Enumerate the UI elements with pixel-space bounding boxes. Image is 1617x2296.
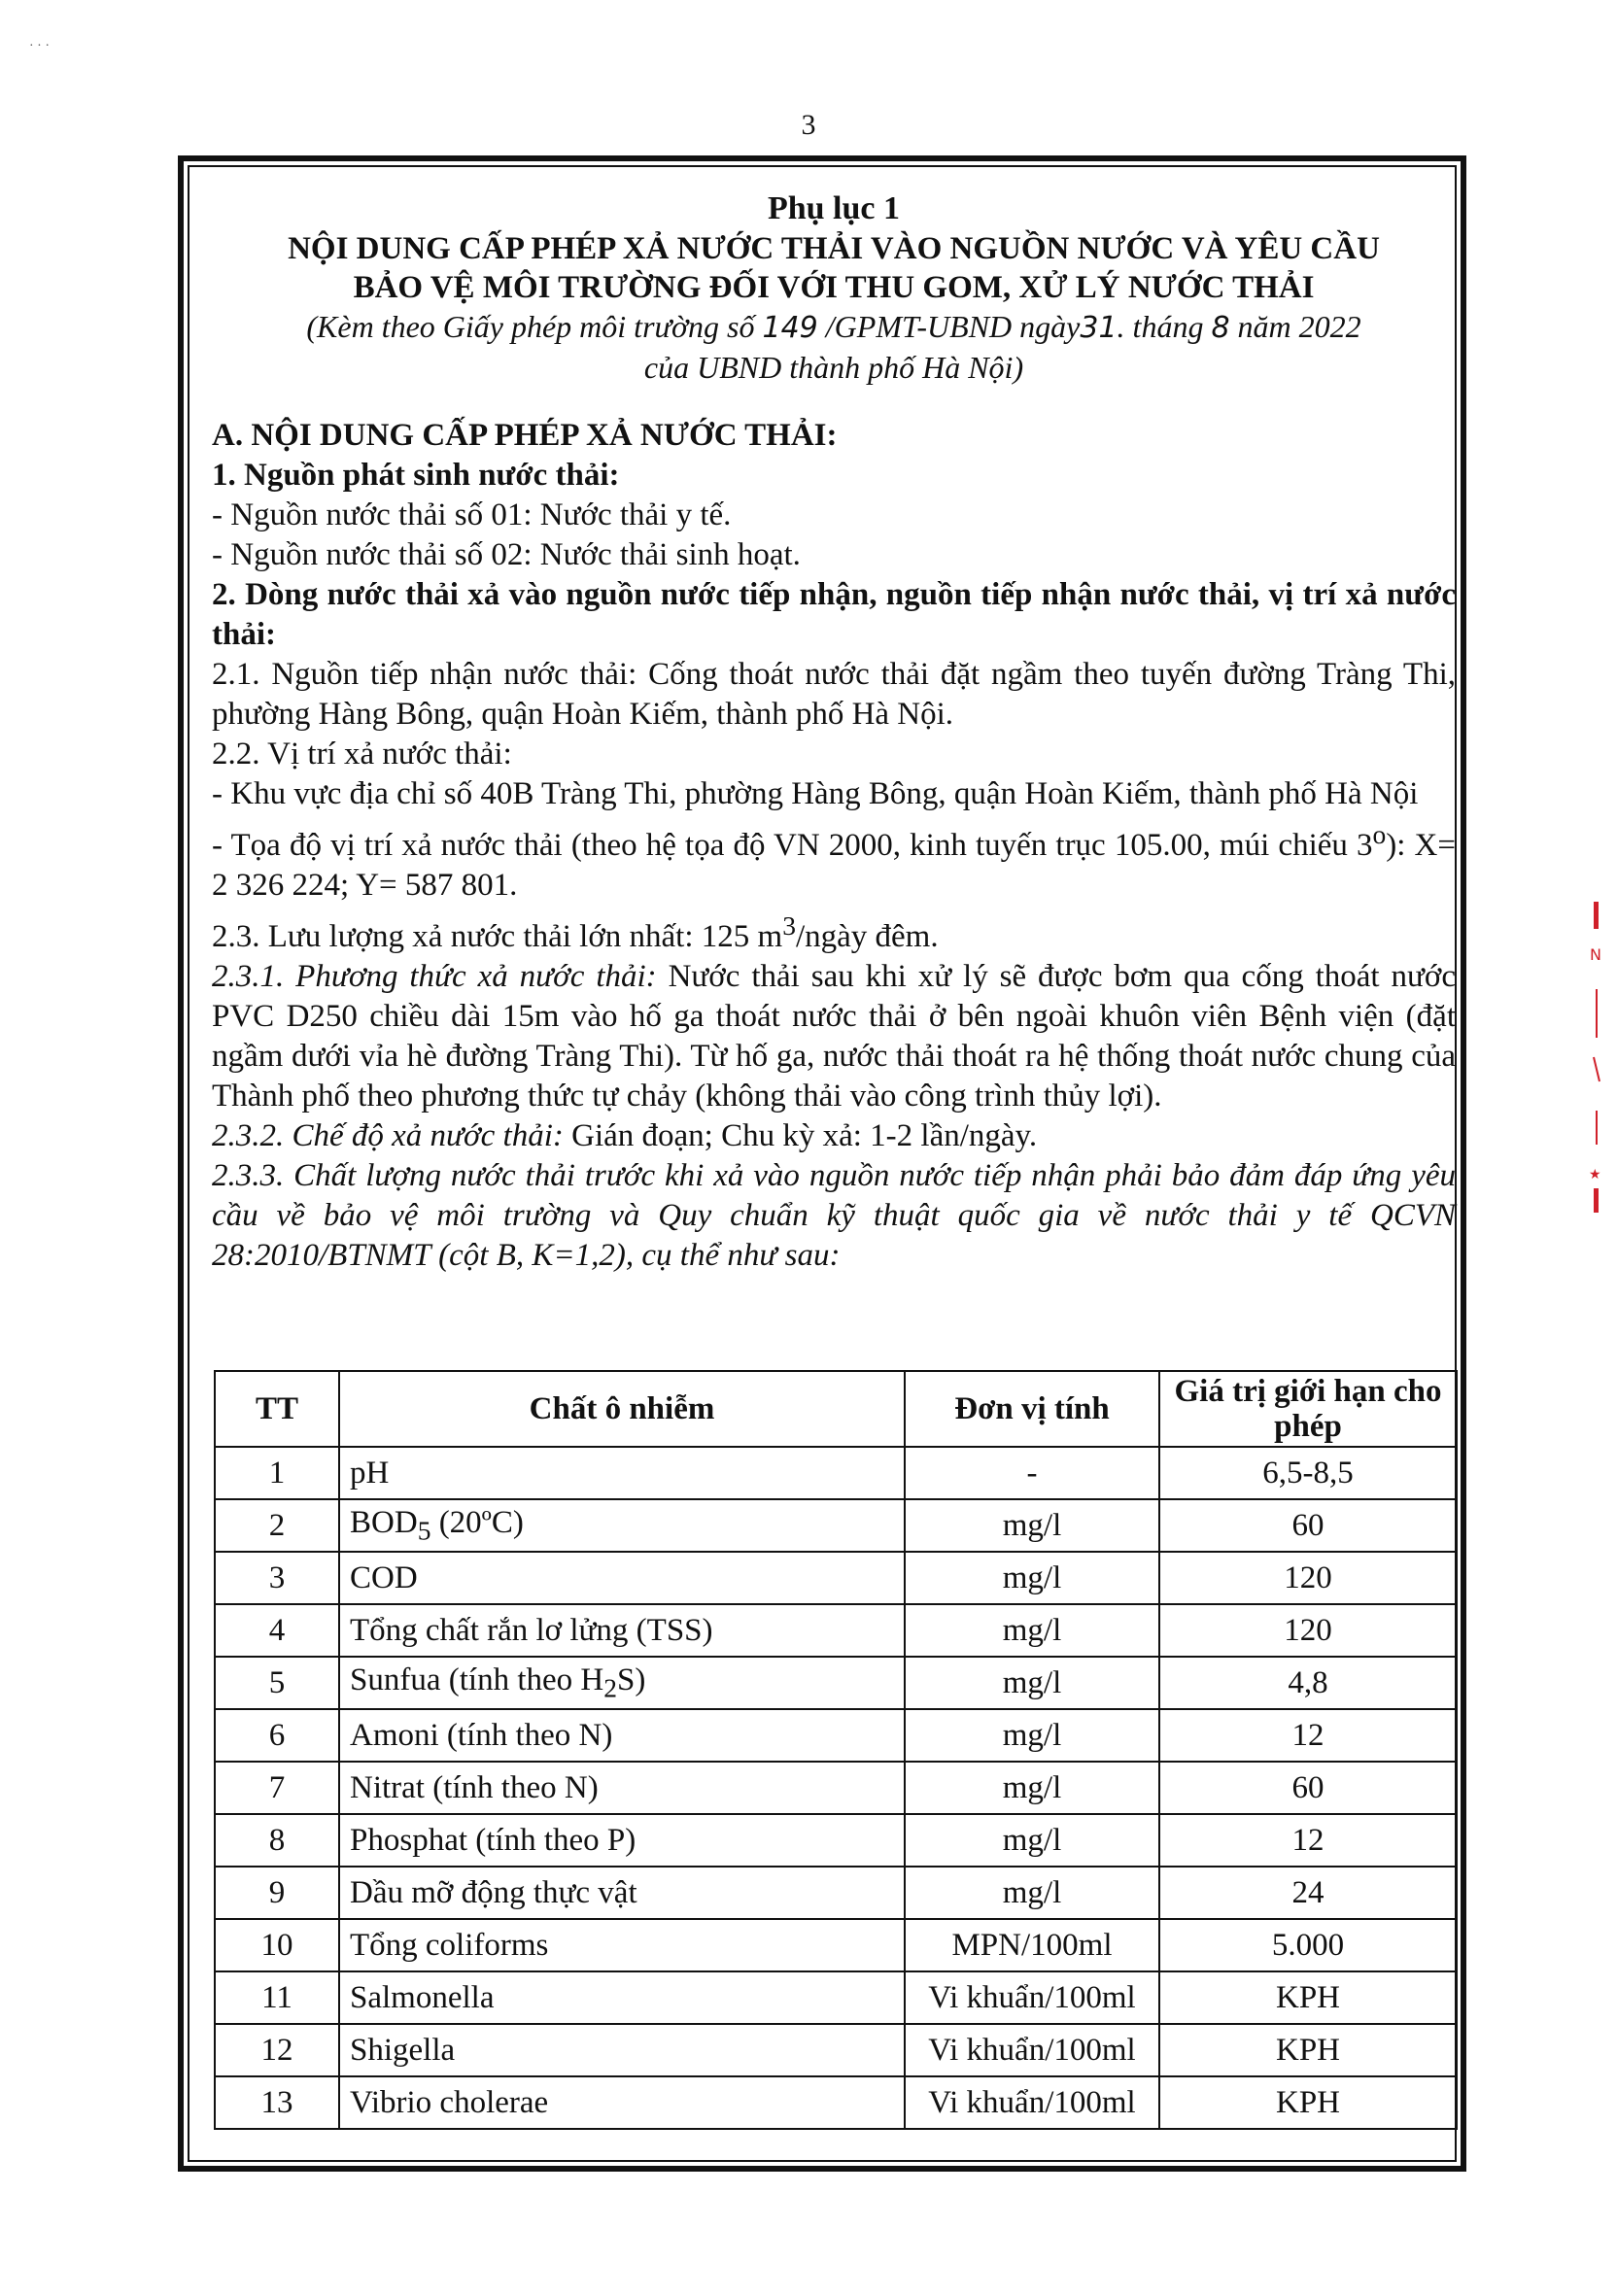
section-2-1: 2.1. Nguồn tiếp nhận nước thải: Cống thoát nước thải đặt ngầm theo tuyến đường Tràng Thi, phường Hàng Bông, quận Hoàn Kiếm, thành phố Hà Nội. [212, 657, 1456, 732]
cell-tt: 2 [215, 1499, 339, 1552]
cell-tt: 3 [215, 1552, 339, 1604]
section-2-2-item-2 [212, 814, 1456, 906]
cell-unit: Vi khuẩn/100ml [905, 2076, 1159, 2129]
cell-pollutant [339, 1867, 905, 1919]
header-unit: Đơn vị tính [905, 1371, 1159, 1447]
appendix-heading-line1: NỘI DUNG CẤP PHÉP XẢ NƯỚC THẢI VÀO NGUỒN NƯỚC VÀ YÊU CẦU [288, 231, 1380, 266]
cell-pollutant [339, 1552, 905, 1604]
cell-pollutant [339, 2076, 905, 2129]
handwritten-permit-month: 8 [1211, 311, 1230, 345]
table-row [215, 2076, 1457, 2129]
subtitle-part4: năm 2022 [1229, 309, 1361, 344]
cell-unit: mg/l [905, 1604, 1159, 1657]
table-body [215, 1447, 1457, 2129]
table-row [215, 1657, 1457, 1709]
section-2-title: 2. Dòng nước thải xả vào nguồn nước tiếp nhận, nguồn tiếp nhận nước thải, vị trí xả nước thải: [212, 577, 1456, 652]
pollutant-subscript: 2 [603, 1672, 617, 1703]
pollutant-name: Shigella [350, 2032, 456, 2068]
red-stamp-edge [1586, 902, 1607, 1213]
table-header-row [215, 1371, 1457, 1447]
cell-unit: mg/l [905, 1657, 1159, 1709]
section-2-3 [212, 906, 1456, 957]
pollutant-name: Nitrat (tính theo N) [350, 1769, 599, 1805]
appendix-subtitle [212, 307, 1456, 348]
section-2-3-1-label: 2.3.1. Phương thức xả nước thải: [212, 959, 657, 994]
cell-limit-value: 4,8 [1159, 1657, 1457, 1709]
cell-unit: mg/l [905, 1709, 1159, 1762]
pollutant-name: Phosphat (tính theo P) [350, 1822, 636, 1858]
table-row [215, 1604, 1457, 1657]
svg-text:★: ★ [1589, 1167, 1601, 1182]
table-row [215, 1447, 1457, 1499]
cell-pollutant [339, 1657, 905, 1709]
cell-tt: 4 [215, 1604, 339, 1657]
pollutant-name: Sunfua (tính theo H [350, 1662, 604, 1697]
cell-tt: 7 [215, 1762, 339, 1814]
pollutant-name: pH [350, 1455, 390, 1491]
pollutant-suffix: S) [616, 1662, 646, 1697]
section-2-3-1-text: Nước thải sau khi xử lý sẽ được bơm qua cống thoát nước PVC D250 chiều dài 15m vào hố ga thoát nước thải ở bên ngoài khuôn viên Bệnh viện (đặt ngầm dưới vỉa hè đường Tràng Thi). Từ hố ga, nước thải thoát ra hệ thống thoát nước chung của Thành phố theo phương thức tự chảy (không thải vào công trình thủy lợi). [212, 959, 1456, 1114]
table-row [215, 1552, 1457, 1604]
degree-sup: o [1372, 819, 1387, 849]
cell-tt: 13 [215, 2076, 339, 2129]
cell-tt: 10 [215, 1919, 339, 1971]
cell-limit-value: KPH [1159, 1971, 1457, 2024]
section-2-2-item-1: - Khu vực địa chỉ số 40B Tràng Thi, phường Hàng Bông, quận Hoàn Kiếm, thành phố Hà Nội [212, 776, 1419, 811]
section-1-item-2: - Nguồn nước thải số 02: Nước thải sinh hoạt. [212, 537, 801, 572]
cell-limit-value: 24 [1159, 1867, 1457, 1919]
flow-text-a: 2.3. Lưu lượng xả nước thải lớn nhất: 125 m [212, 919, 783, 954]
cell-pollutant [339, 1447, 905, 1499]
section-2-3-1 [212, 957, 1456, 1116]
coordinates-text-b: ): X= 2 326 224; Y= 587 801. [212, 828, 1456, 903]
table-row [215, 1762, 1457, 1814]
subtitle-part1: (Kèm theo Giấy phép môi trường số [306, 309, 763, 344]
section-2-3-2-text: Gián đoạn; Chu kỳ xả: 1-2 lần/ngày. [563, 1118, 1038, 1153]
cell-limit-value: 60 [1159, 1499, 1457, 1552]
cell-unit: mg/l [905, 1499, 1159, 1552]
cell-tt: 9 [215, 1867, 339, 1919]
cell-unit: MPN/100ml [905, 1919, 1159, 1971]
appendix-title: Phụ lục 1 [767, 190, 901, 226]
table-row [215, 1867, 1457, 1919]
cell-pollutant [339, 1709, 905, 1762]
cell-tt: 5 [215, 1657, 339, 1709]
section-2-3-3: 2.3.3. Chất lượng nước thải trước khi xả vào nguồn nước tiếp nhận phải bảo đảm đáp ứng yêu cầu về bảo vệ môi trường và Quy chuẩn kỹ thuật quốc gia về nước thải y tế QCVN 28:2010/BTNMT (cột B, K=1,2), cụ thể như sau: [212, 1158, 1456, 1273]
pollutant-name: Tổng coliforms [350, 1927, 549, 1963]
cubic-sup: 3 [782, 910, 796, 941]
section-1-title: 1. Nguồn phát sinh nước thải: [212, 458, 620, 493]
header-pollutant: Chất ô nhiễm [339, 1371, 905, 1447]
cell-unit: Vi khuẩn/100ml [905, 1971, 1159, 2024]
cell-unit: - [905, 1447, 1159, 1499]
section-a-title: A. NỘI DUNG CẤP PHÉP XẢ NƯỚC THẢI: [212, 418, 838, 453]
cell-tt: 8 [215, 1814, 339, 1867]
cell-limit-value: 5.000 [1159, 1919, 1457, 1971]
pollutant-suffix: (20ºC) [430, 1504, 524, 1540]
section-2-3-2-label: 2.3.2. Chế độ xả nước thải: [212, 1118, 564, 1153]
cell-unit: mg/l [905, 1867, 1159, 1919]
pollutant-name: Dầu mỡ động thực vật [350, 1874, 637, 1910]
cell-unit: mg/l [905, 1814, 1159, 1867]
table-row [215, 1919, 1457, 1971]
cell-unit: mg/l [905, 1552, 1159, 1604]
pollutant-name: Amoni (tính theo N) [350, 1717, 613, 1753]
header-limit-value: Giá trị giới hạn cho phép [1159, 1371, 1457, 1447]
cell-pollutant [339, 1762, 905, 1814]
pollutant-name: COD [350, 1559, 418, 1595]
cell-pollutant [339, 1971, 905, 2024]
table-row [215, 1709, 1457, 1762]
cell-tt: 1 [215, 1447, 339, 1499]
svg-text:N: N [1590, 945, 1601, 964]
page-number: 3 [801, 109, 816, 141]
document-body [212, 188, 1456, 1276]
cell-limit-value: 60 [1159, 1762, 1457, 1814]
pollutant-subscript: 5 [417, 1515, 431, 1546]
cell-limit-value: KPH [1159, 2024, 1457, 2076]
subtitle-part3: . tháng [1117, 309, 1212, 344]
section-2-3-2 [212, 1116, 1456, 1156]
cell-pollutant [339, 1919, 905, 1971]
pollutant-name: BOD [350, 1504, 418, 1540]
cell-unit: Vi khuẩn/100ml [905, 2024, 1159, 2076]
appendix-heading-line2: BẢO VỆ MÔI TRƯỜNG ĐỐI VỚI THU GOM, XỬ LÝ NƯỚC THẢI [353, 270, 1315, 305]
cell-tt: 11 [215, 1971, 339, 2024]
handwritten-permit-number: 149 [762, 311, 818, 345]
table-row [215, 2024, 1457, 2076]
cell-unit: mg/l [905, 1762, 1159, 1814]
cell-limit-value: 12 [1159, 1709, 1457, 1762]
cell-tt: 12 [215, 2024, 339, 2076]
scan-artifact: · · · [29, 39, 50, 53]
cell-limit-value: KPH [1159, 2076, 1457, 2129]
table-row [215, 1814, 1457, 1867]
cell-limit-value: 120 [1159, 1604, 1457, 1657]
flow-text-b: /ngày đêm. [795, 919, 939, 954]
cell-pollutant [339, 2024, 905, 2076]
cell-limit-value: 120 [1159, 1552, 1457, 1604]
table-row [215, 1499, 1457, 1552]
pollutant-name: Vibrio cholerae [350, 2084, 549, 2120]
section-2-2-title: 2.2. Vị trí xả nước thải: [212, 737, 512, 771]
pollutant-limits-table [214, 1370, 1458, 2130]
cell-limit-value: 6,5-8,5 [1159, 1447, 1457, 1499]
coordinates-text-a: - Tọa độ vị trí xả nước thải (theo hệ tọa độ VN 2000, kinh tuyến trục 105.00, múi chiếu 3 [212, 828, 1373, 863]
table-row [215, 1971, 1457, 2024]
section-1-item-1: - Nguồn nước thải số 01: Nước thải y tế. [212, 497, 732, 532]
pollutant-name: Salmonella [350, 1979, 495, 2015]
cell-pollutant [339, 1814, 905, 1867]
handwritten-permit-day: 31 [1080, 311, 1118, 345]
cell-tt: 6 [215, 1709, 339, 1762]
cell-pollutant [339, 1499, 905, 1552]
pollutant-name: Tổng chất rắn lơ lửng (TSS) [350, 1612, 713, 1648]
subtitle-part2: /GPMT-UBND ngày [817, 309, 1081, 344]
cell-pollutant [339, 1604, 905, 1657]
header-tt: TT [215, 1371, 339, 1447]
cell-limit-value: 12 [1159, 1814, 1457, 1867]
appendix-subtitle-line2: của UBND thành phố Hà Nội) [643, 350, 1024, 385]
